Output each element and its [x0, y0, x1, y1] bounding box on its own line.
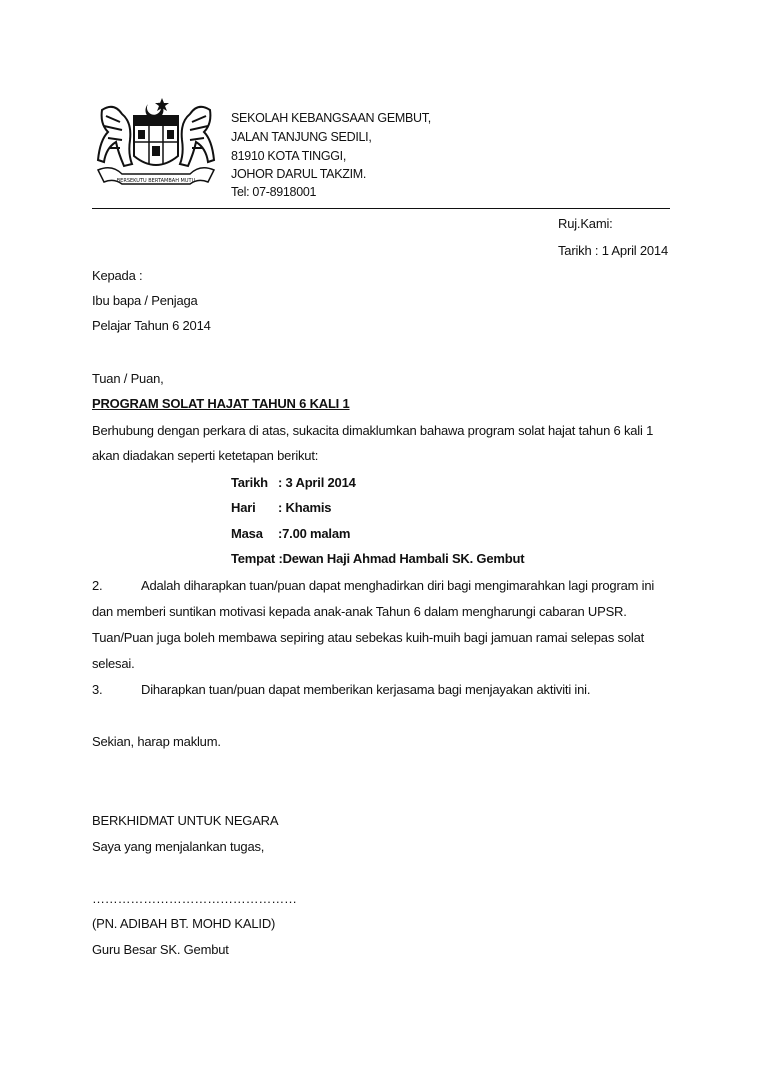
- recipient-line-1: Ibu bapa / Penjaga: [92, 293, 198, 308]
- closing-line: Sekian, harap maklum.: [92, 734, 221, 749]
- signature-intro: Saya yang menjalankan tugas,: [92, 839, 265, 854]
- intro-line-2: akan diadakan seperti ketetapan berikut:: [92, 448, 319, 463]
- tarikh-label: Tarikh: [231, 475, 268, 490]
- para2-line-1: Adalah diharapkan tuan/puan dapat menghadirkan diri bagi mengimarahkan lagi program ini: [141, 578, 655, 593]
- recipient-line-2: Pelajar Tahun 6 2014: [92, 318, 211, 333]
- reference-number: Ruj.Kami:: [558, 216, 613, 231]
- letter-subject: PROGRAM SOLAT HAJAT TAHUN 6 KALI 1: [92, 396, 350, 411]
- para2-number: 2.: [92, 578, 103, 593]
- signatory-name: (PN. ADIBAH BT. MOHD KALID): [92, 916, 276, 931]
- recipient-label: Kepada :: [92, 268, 143, 283]
- para3-number: 3.: [92, 682, 103, 697]
- address-line-2: 81910 KOTA TINGGI,: [231, 149, 347, 163]
- malaysia-coat-of-arms: [92, 92, 220, 192]
- signature-motto: BERKHIDMAT UNTUK NEGARA: [92, 813, 279, 828]
- masa-value: :7.00 malam: [278, 526, 351, 541]
- crest-motto: BERSEKUTU BERTAMBAH MUTU: [116, 178, 196, 184]
- intro-line-1: Berhubung dengan perkara di atas, sukacita dimaklumkan bahawa program solat hajat tahun 6 kali 1: [92, 423, 654, 438]
- tarikh-value: : 3 April 2014: [278, 475, 356, 490]
- para3-line-1: Diharapkan tuan/puan dapat memberikan kerjasama bagi menjayakan aktiviti ini.: [141, 682, 591, 697]
- letter-date: Tarikh : 1 April 2014: [558, 243, 668, 258]
- salutation: Tuan / Puan,: [92, 371, 164, 386]
- school-name: SEKOLAH KEBANGSAAN GEMBUT,: [231, 111, 431, 125]
- tempat-line: Tempat :Dewan Haji Ahmad Hambali SK. Gembut: [231, 551, 525, 566]
- header-divider: [92, 208, 670, 209]
- signature-dots: …………………………………………: [92, 891, 297, 906]
- para2-line-3: Tuan/Puan juga boleh membawa sepiring atau sebekas kuih-muih bagi jamuan ramai selepas solat: [92, 630, 645, 645]
- para2-line-2: dan memberi suntikan motivasi kepada anak-anak Tahun 6 dalam mengharungi cabaran UPSR.: [92, 604, 627, 619]
- address-line-3: JOHOR DARUL TAKZIM.: [231, 167, 367, 181]
- address-line-1: JALAN TANJUNG SEDILI,: [231, 130, 372, 144]
- masa-label: Masa: [231, 526, 263, 541]
- phone-number: Tel: 07-8918001: [231, 185, 317, 199]
- para2-line-4: selesai.: [92, 656, 135, 671]
- hari-value: : Khamis: [278, 500, 332, 515]
- hari-label: Hari: [231, 500, 256, 515]
- coat-of-arms-icon: [92, 92, 220, 192]
- signatory-title: Guru Besar SK. Gembut: [92, 942, 229, 957]
